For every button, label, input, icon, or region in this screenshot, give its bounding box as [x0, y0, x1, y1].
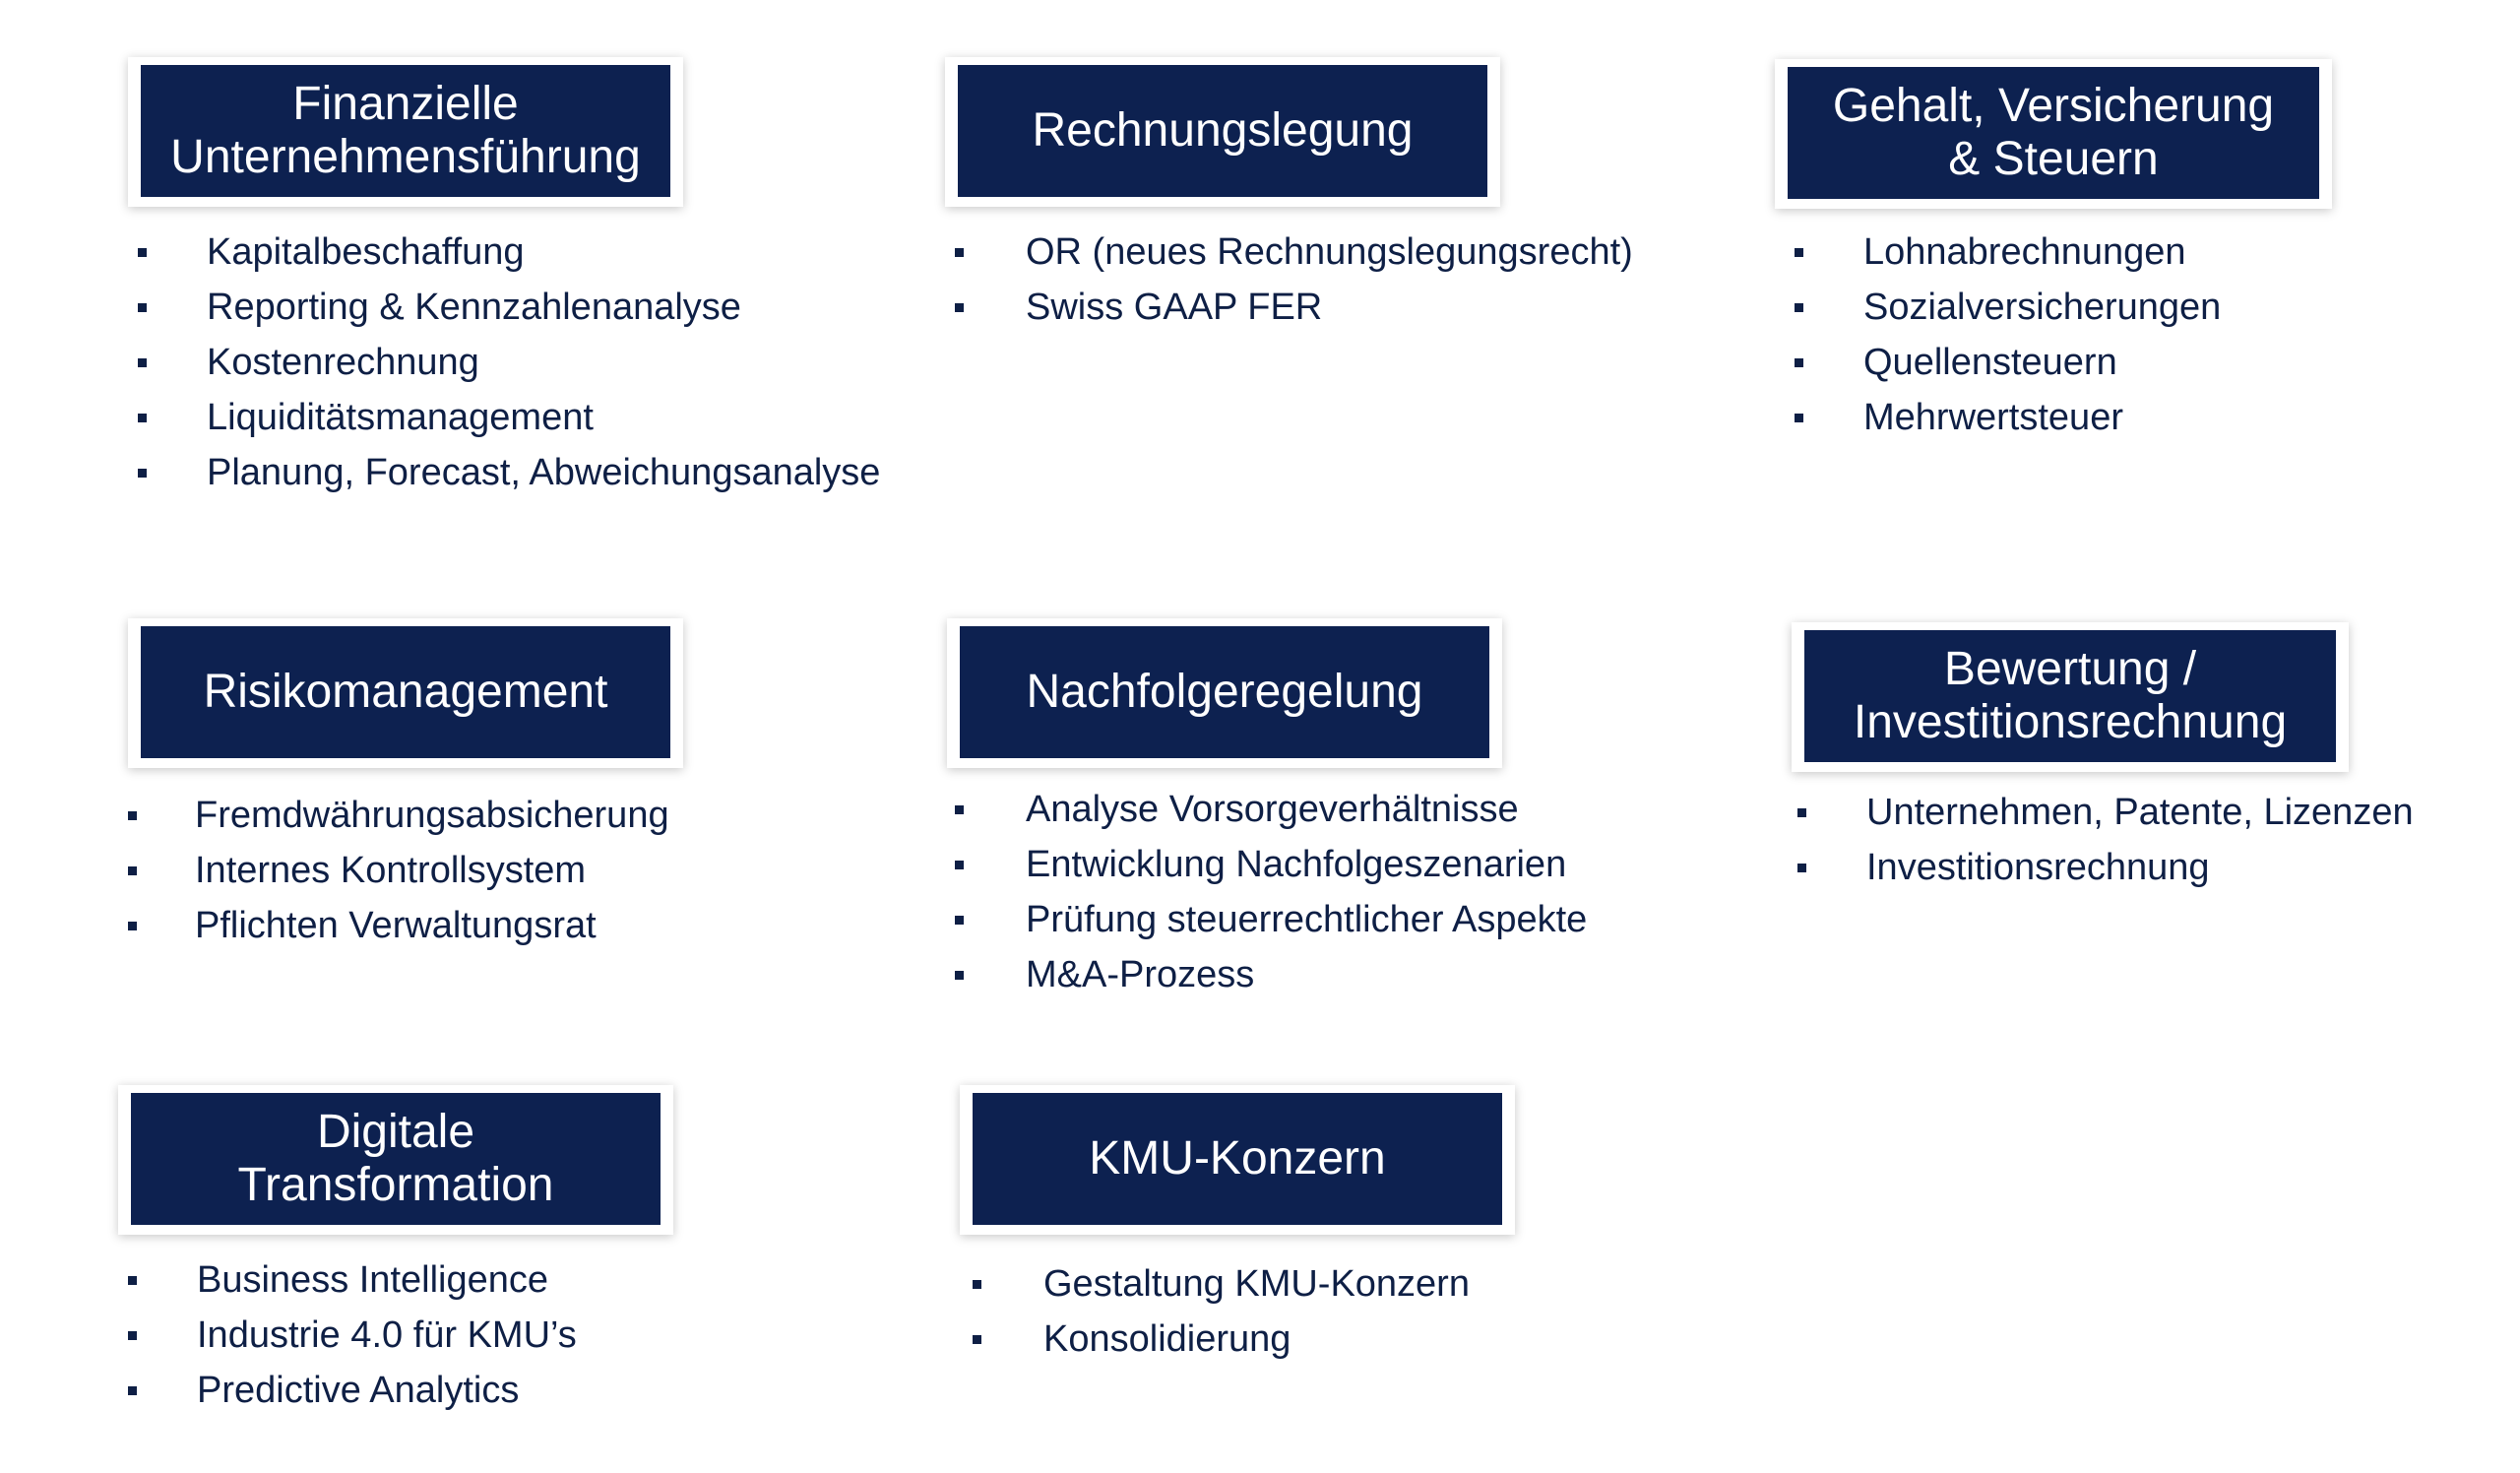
category-title: Gehalt, Versicherung & Steuern [1788, 67, 2319, 199]
bullet-icon [1795, 358, 1803, 367]
category-title: Finanzielle Unternehmensführung [141, 65, 670, 197]
bullet-icon [973, 1280, 981, 1289]
bullet-icon [128, 1276, 137, 1285]
bullet-icon [1795, 303, 1803, 312]
category-title: Rechnungslegung [958, 65, 1487, 197]
category-title: KMU-Konzern [973, 1093, 1502, 1225]
bullet-icon [1797, 808, 1806, 817]
category-title: Digitale Transformation [131, 1093, 661, 1225]
bullet-icon [1795, 414, 1803, 422]
category-title: Nachfolgeregelung [960, 626, 1489, 758]
bullet-icon [955, 916, 964, 925]
bullet-icon [138, 469, 147, 478]
bullet-icon [128, 1331, 137, 1340]
category-title: Risikomanagement [141, 626, 670, 758]
bullet-icon [973, 1335, 981, 1344]
bullet-icon [1797, 864, 1806, 872]
bullet-icon [955, 971, 964, 980]
bullet-icon [128, 922, 137, 930]
bullet-icon [128, 1386, 137, 1395]
bullet-icon [955, 303, 964, 312]
bullet-icon [138, 358, 147, 367]
bullet-icon [138, 414, 147, 422]
bullet-icon [138, 248, 147, 257]
bullet-icon [128, 866, 137, 875]
bullet-icon [955, 248, 964, 257]
bullet-icon [128, 811, 137, 820]
bullet-icon [955, 805, 964, 814]
bullet-icon [138, 303, 147, 312]
bullet-icon [955, 861, 964, 869]
category-title: Bewertung / Investitionsrechnung [1804, 630, 2336, 762]
bullet-icon [1795, 248, 1803, 257]
